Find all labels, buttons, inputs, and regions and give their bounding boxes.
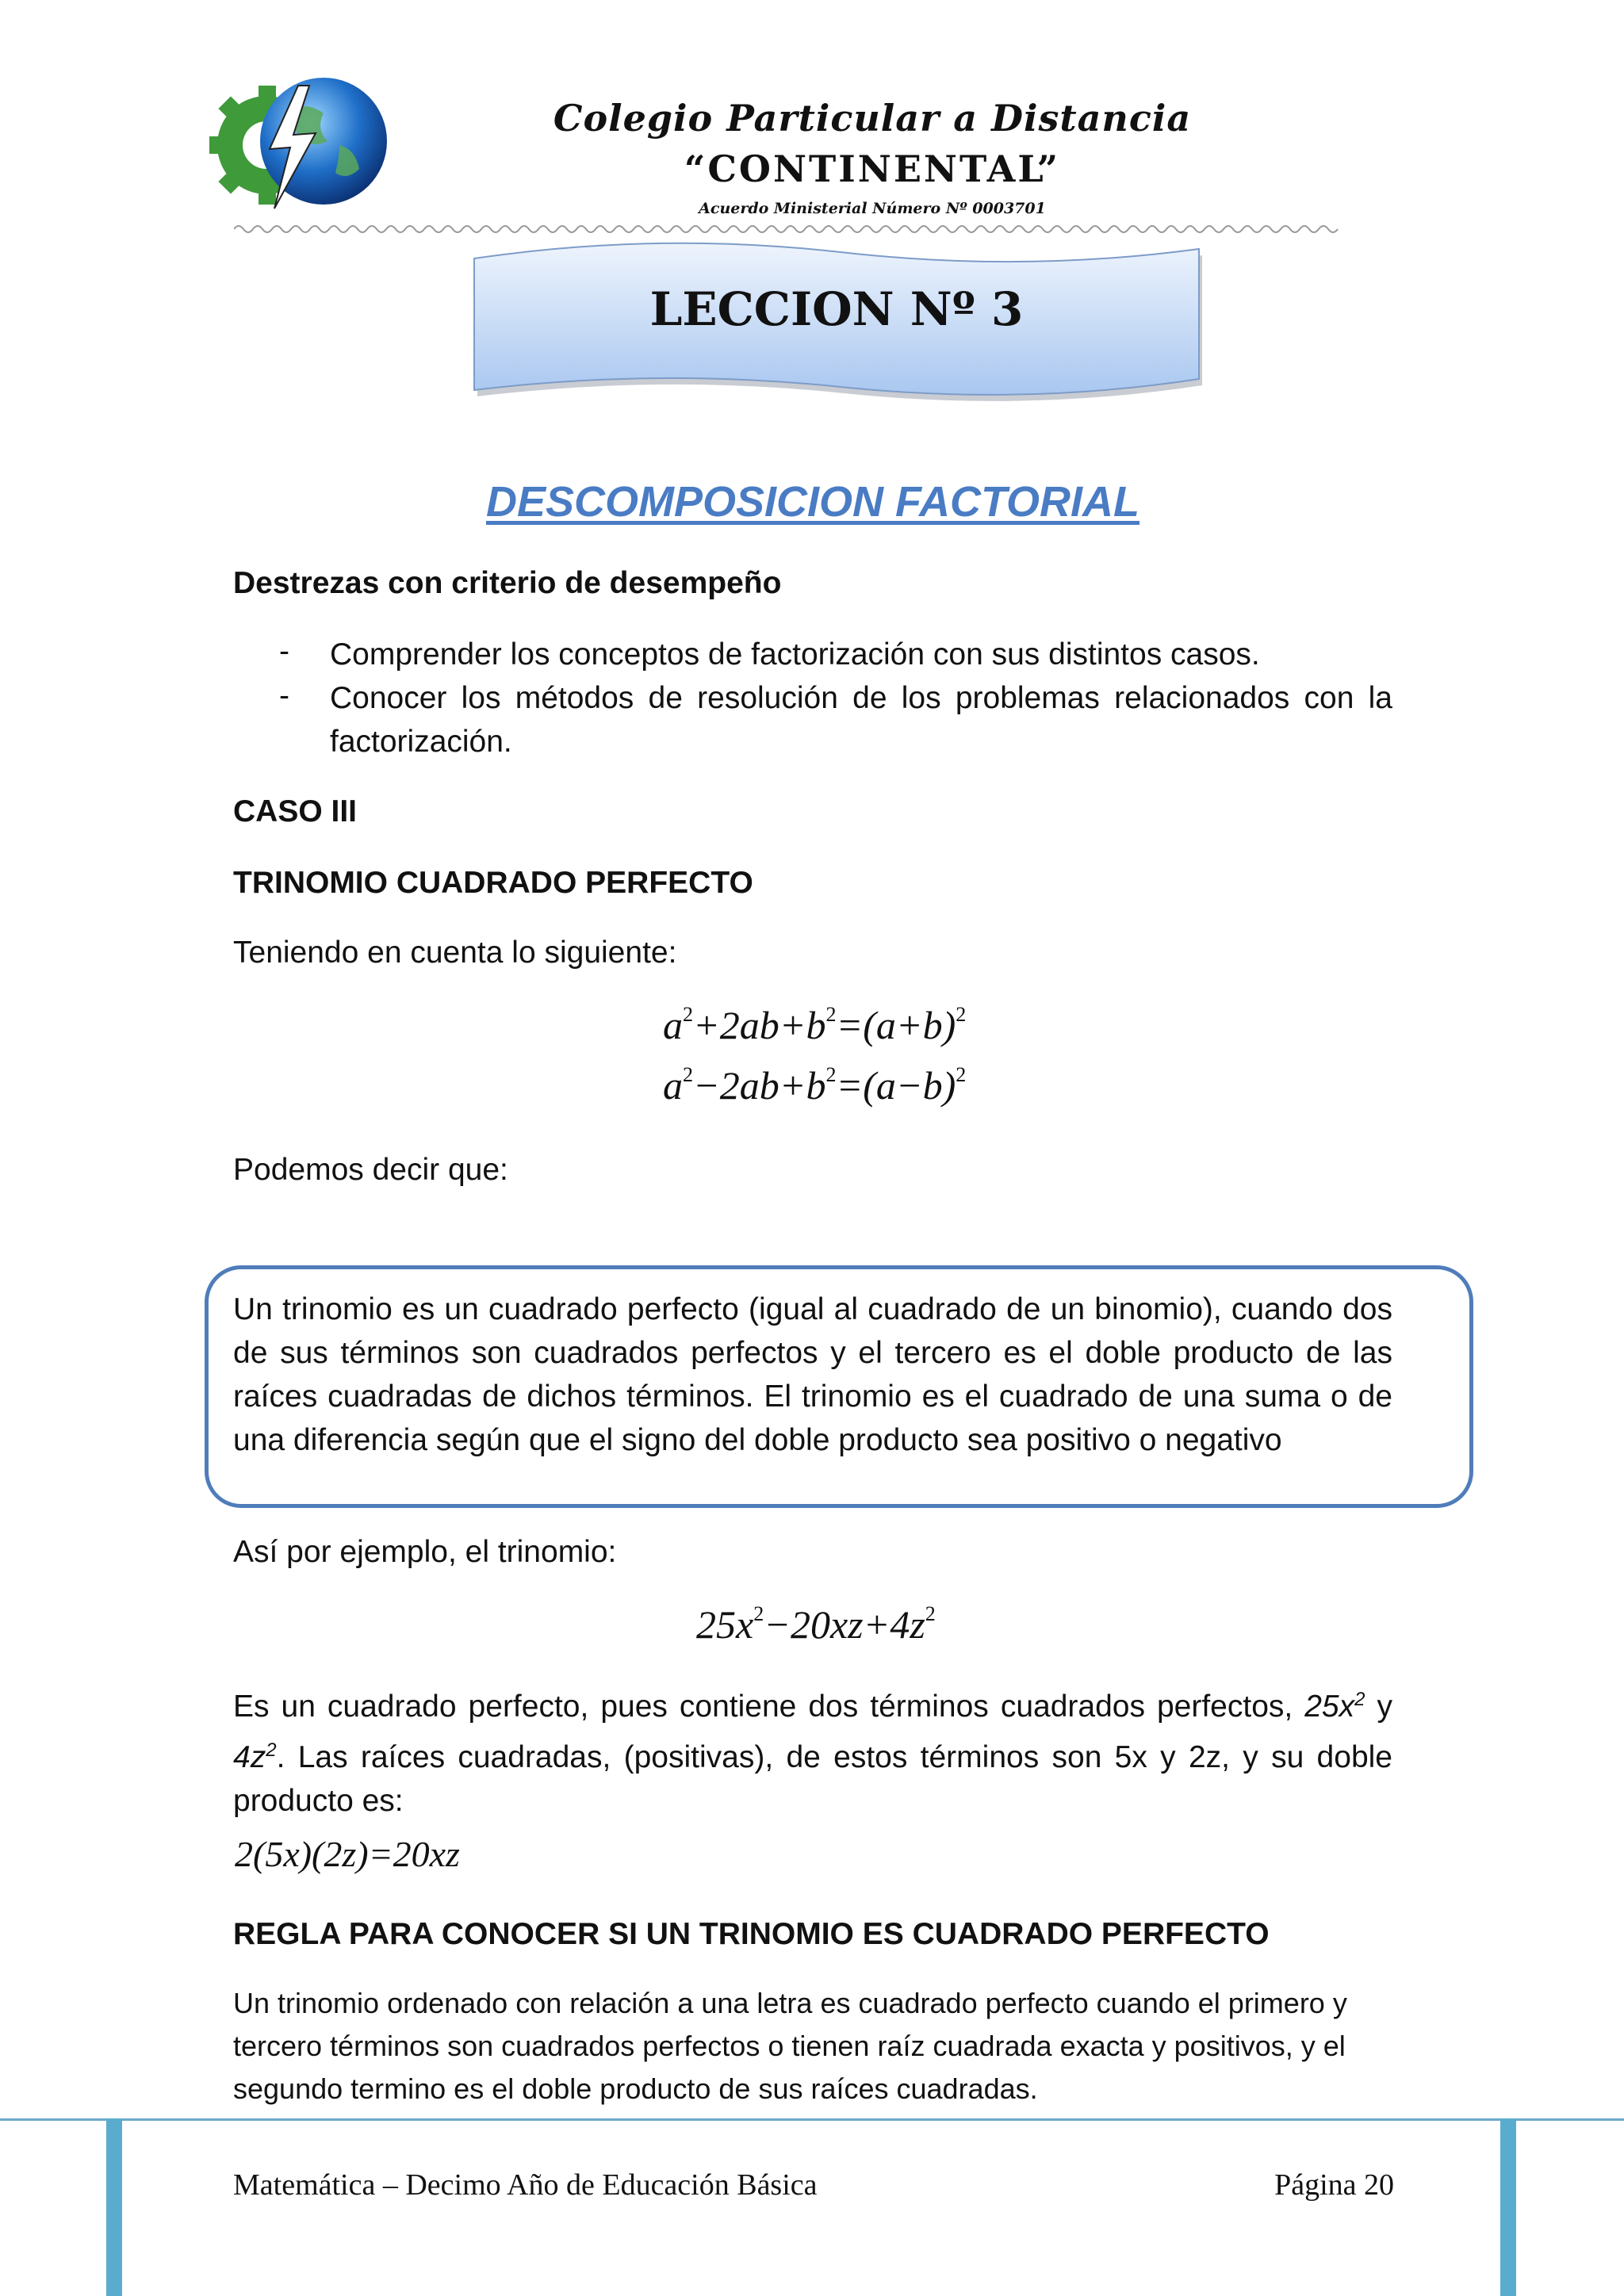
podemos-text: Podemos decir que:	[233, 1153, 508, 1187]
case-title: TRINOMIO CUADRADO PERFECTO	[233, 866, 753, 900]
footer-right-bar	[1500, 2118, 1516, 2296]
explanation-text: Es un cuadrado perfecto, pues contiene dos términos cuadrados perfectos, $25x^2$ y $4z^2$. Las raíces cuadradas, (positivas), de estos términos son 5x y 2z, y su doble producto es:	[233, 1689, 1392, 1818]
skill-item: Conocer los métodos de resolución de los problemas relacionados con la factorización.	[330, 681, 1392, 759]
section-title: DESCOMPOSICION FACTORIAL	[485, 478, 1140, 526]
footer-divider	[0, 2118, 1624, 2121]
bullet-dash: -	[279, 634, 289, 668]
school-name: Colegio Particular a Distancia	[553, 97, 1192, 140]
footer-course: Matemática – Decimo Año de Educación Básica	[233, 2168, 818, 2202]
school-subtitle: “CONTINENTAL”	[684, 147, 1061, 190]
example-intro: Así por ejemplo, el trinomio:	[233, 1535, 617, 1569]
ministerial-decree: Acuerdo Ministerial Número Nº 0003701	[699, 200, 1046, 217]
case-label: CASO III	[233, 794, 358, 828]
rule-title: REGLA PARA CONOCER SI UN TRINOMIO ES CUADRADO PERFECTO	[233, 1917, 1270, 1951]
example-trinomial: $25x^2-20xz+4z^2$	[696, 1602, 936, 1647]
skills-heading: Destrezas con criterio de desempeño	[233, 566, 782, 600]
double-product-formula: 2(5x)(2z)=20xz	[235, 1834, 460, 1874]
footer-left-bar	[106, 2118, 122, 2296]
intro-text: Teniendo en cuenta lo siguiente:	[233, 936, 677, 970]
bullet-dash: -	[279, 679, 289, 713]
definition-text: Un trinomio es un cuadrado perfecto (igual al cuadrado de un binomio), cuando dos de sus términos son cuadrados perfectos y el tercero es el doble producto de las raíces cuadradas de dichos términos. El trinomio es el cuadrado de una suma o de una diferencia según que el signo del doble producto sea positivo o negativo	[233, 1292, 1392, 1457]
formula-square-of-sum: $a^2+2ab+b^2=(a+b)^2$	[663, 1003, 967, 1047]
school-logo	[205, 70, 395, 220]
formula-square-of-difference: $a^2-2ab+b^2=(a-b)^2$	[663, 1063, 967, 1108]
skill-item: Comprender los conceptos de factorización con sus distintos casos.	[330, 637, 1260, 672]
rule-text: Un trinomio ordenado con relación a una letra es cuadrado perfecto cuando el primero y tercero términos son cuadrados perfectos o tienen raíz cuadrada exacta y positivos, y el segundo termino es el doble producto de sus raíces cuadradas.	[233, 1987, 1347, 2105]
lesson-title: LECCION Nº 3	[649, 282, 1024, 336]
footer-page-number: Página 20	[1274, 2168, 1394, 2202]
